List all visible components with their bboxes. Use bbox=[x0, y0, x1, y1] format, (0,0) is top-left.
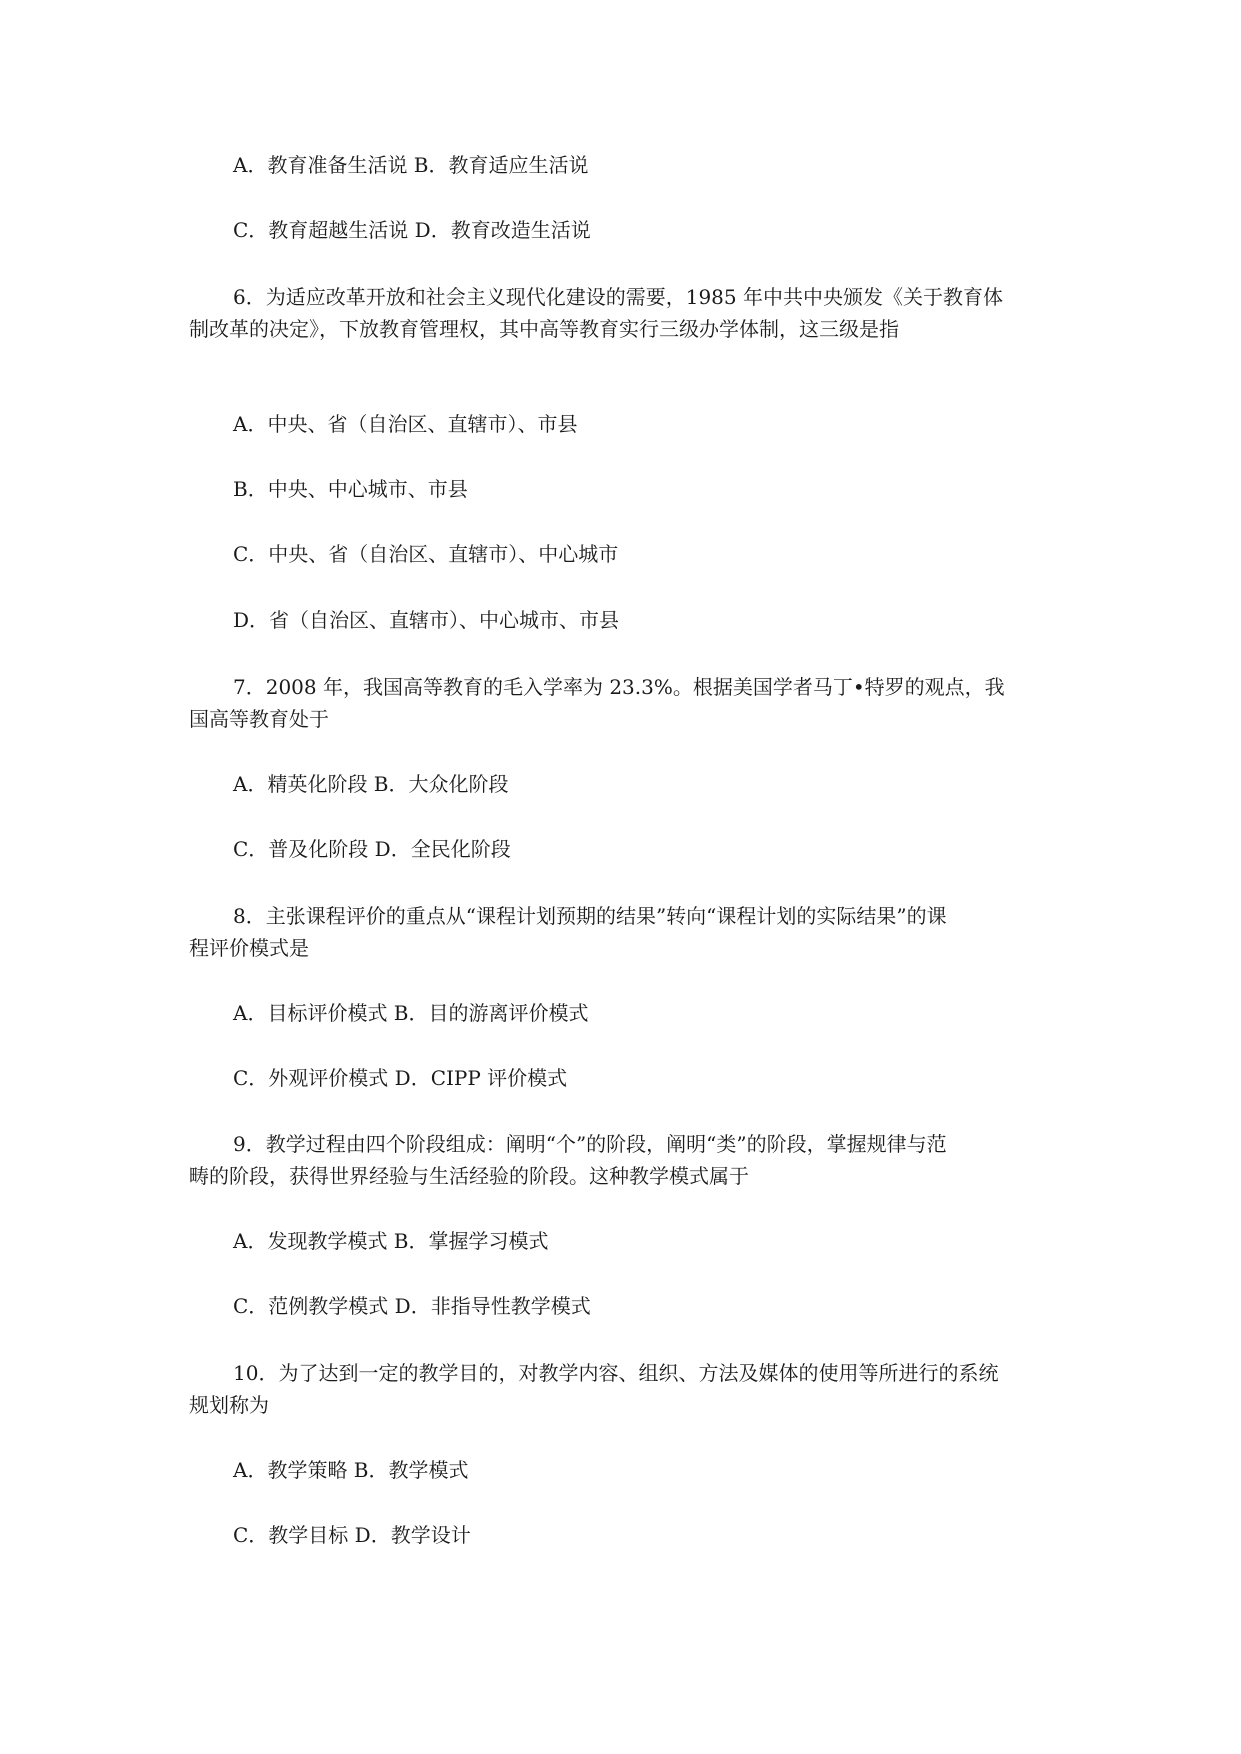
q8-stem-line1: 8．主张课程评价的重点从“课程计划预期的结果”转向“课程计划的实际结果”的课 bbox=[233, 904, 947, 928]
q7-options-cd: C．普及化阶段 D．全民化阶段 bbox=[233, 837, 511, 861]
q8-options-cd: C．外观评价模式 D．CIPP 评价模式 bbox=[233, 1066, 568, 1090]
q9-options-cd: C．范例教学模式 D．非指导性教学模式 bbox=[233, 1294, 591, 1318]
q10-stem-line1: 10．为了达到一定的教学目的，对教学内容、组织、方法及媒体的使用等所进行的系统 bbox=[233, 1361, 999, 1385]
q6-option-a: A．中央、省（自治区、直辖市）、市县 bbox=[233, 412, 578, 436]
q5-options-cd: C．教育超越生活说 D．教育改造生活说 bbox=[233, 218, 591, 242]
q10-stem-line2: 规划称为 bbox=[189, 1393, 269, 1417]
q10-options-cd: C．教学目标 D．教学设计 bbox=[233, 1523, 471, 1547]
q9-options-ab: A．发现教学模式 B．掌握学习模式 bbox=[233, 1229, 549, 1253]
q8-stem-line2: 程评价模式是 bbox=[189, 936, 309, 960]
q6-stem-line1: 6．为适应改革开放和社会主义现代化建设的需要，1985 年中共中央颁发《关于教育体 bbox=[233, 285, 1003, 309]
q6-option-d: D．省（自治区、直辖市）、中心城市、市县 bbox=[233, 608, 620, 632]
q6-stem-line2: 制改革的决定》，下放教育管理权，其中高等教育实行三级办学体制，这三级是指 bbox=[189, 317, 899, 341]
q10-options-ab: A．教学策略 B．教学模式 bbox=[233, 1458, 469, 1482]
q7-options-ab: A．精英化阶段 B．大众化阶段 bbox=[233, 772, 509, 796]
q9-stem-line2: 畴的阶段，获得世界经验与生活经验的阶段。这种教学模式属于 bbox=[189, 1164, 749, 1188]
q7-stem-line1: 7．2008 年，我国高等教育的毛入学率为 23.3%。根据美国学者马丁•特罗的观点，我 bbox=[233, 675, 1005, 699]
q6-option-c: C．中央、省（自治区、直辖市）、中心城市 bbox=[233, 542, 619, 566]
q9-stem-line1: 9．教学过程由四个阶段组成：阐明“个”的阶段，阐明“类”的阶段，掌握规律与范 bbox=[233, 1132, 947, 1156]
q5-options-ab: A．教育准备生活说 B．教育适应生活说 bbox=[233, 153, 589, 177]
q8-options-ab: A．目标评价模式 B．目的游离评价模式 bbox=[233, 1001, 589, 1025]
q7-stem-line2: 国高等教育处于 bbox=[189, 707, 329, 731]
q6-option-b: B．中央、中心城市、市县 bbox=[233, 477, 468, 501]
